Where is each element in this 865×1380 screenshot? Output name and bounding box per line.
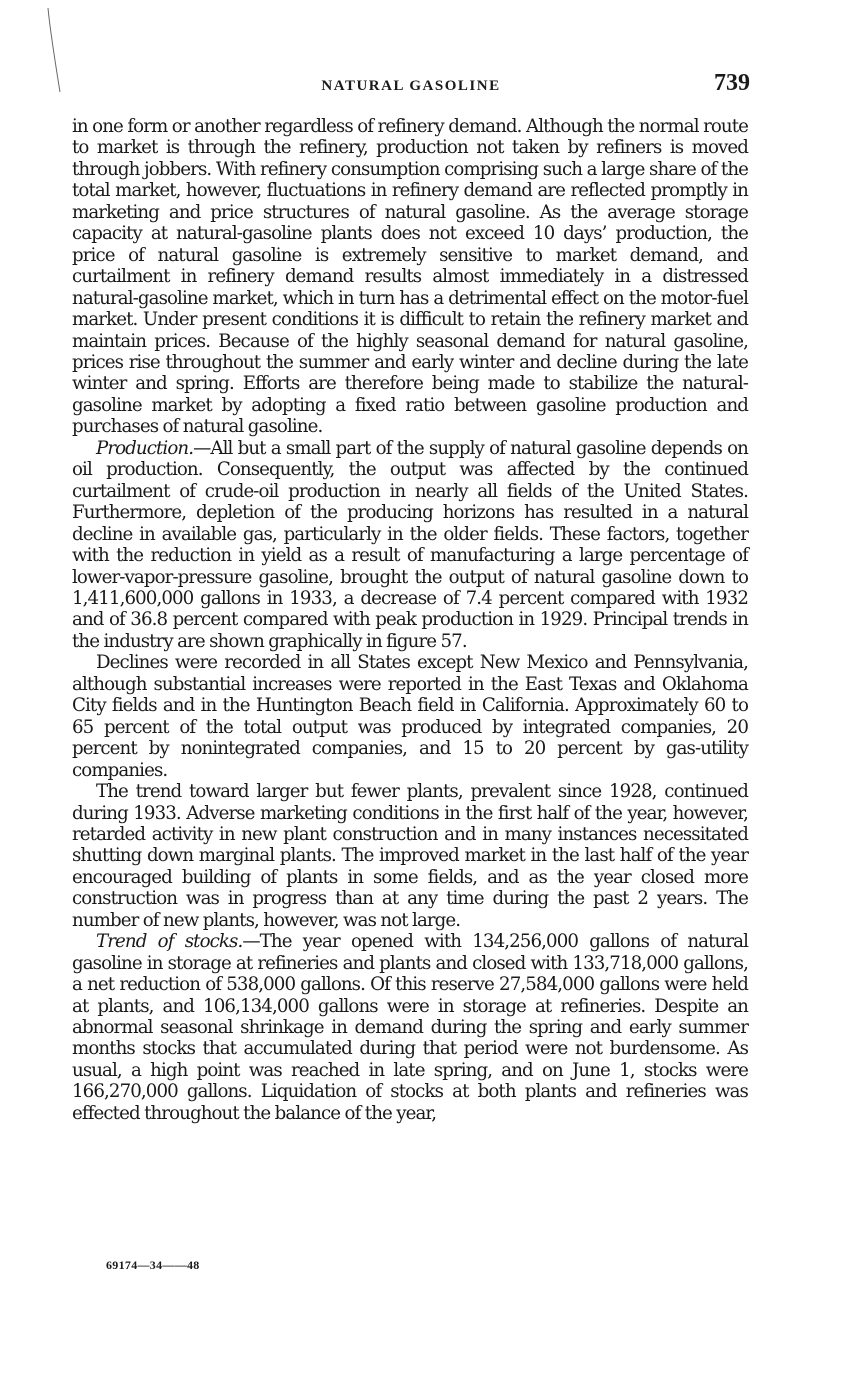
- paragraph-production: [72, 438, 748, 653]
- run-in-heading-production: Production.: [96, 437, 194, 459]
- paragraph-production-text: —All but a small part of the supply of natural gasoline depends on oil production. Consequently, the output was affected by the continued curtailment of crude-oil production in nearly all fields of the United States. Furthermore, depletion of the producing horizons has resulted in a natural decline in available gas, particularly in the older fields. These factors, together with the reduction in yield as a result of manufacturing a large percentage of lower-vapor-pressure gasoline, brought the output of natural gasoline down to 1,411,600,000 gallons in 1933, a decrease of 7.4 percent compared with 1932 and of 36.8 percent compared with peak production in 1929. Principal trends in the industry are shown graphically in figure 57.: [72, 437, 748, 652]
- paragraph-stocks: [72, 931, 748, 1124]
- binding-pencil-mark: [40, 0, 64, 100]
- page-number: 739: [714, 70, 750, 96]
- body-text: [72, 116, 748, 1124]
- paragraph-declines: Declines were recorded in all States except New Mexico and Pennsylvania, although substantial increases were reported in the East Texas and Oklahoma City fields and in the Huntington Beach field in California. Approximately 60 to 65 percent of the total output was produced by integrated companies, 20 percent by nonintegrated companies, and 15 to 20 percent by gas-utility companies.: [72, 652, 748, 781]
- paragraph-plant-trend: The trend toward larger but fewer plants, prevalent since 1928, continued during 1933. Adverse marketing conditions in the first half of the year, however, retarded activity in new plant construction and in many instances necessitated shutting down marginal plants. The improved market in the last half of the year encouraged building of plants in some fields, and as the year closed more construction was in progress than at any time during the past 2 years. The number of new plants, however, was not large.: [72, 781, 748, 931]
- paragraph-continued: in one form or another regardless of refinery demand. Although the normal route to market is through the refinery, production not taken by refiners is moved through jobbers. With refinery consumption comprising such a large share of the total market, however, fluctuations in refinery demand are reflected promptly in marketing and price structures of natural gasoline. As the average storage capacity at natural-gasoline plants does not exceed 10 days’ production, the price of natural gasoline is extremely sensitive to market demand, and curtailment in refinery demand results almost immediately in a distressed natural-gasoline market, which in turn has a detrimental effect on the motor-fuel market. Under present conditions it is difficult to retain the refinery market and maintain prices. Because of the highly seasonal demand for natural gasoline, prices rise throughout the summer and early winter and decline during the late winter and spring. Efforts are therefore being made to stabilize the natural-gasoline market by adopting a fixed ratio between gasoline production and purchases of natural gasoline.: [72, 116, 748, 438]
- paragraph-stocks-text: —The year opened with 134,256,000 gallons of natural gasoline in storage at refineries and plants and closed with 133,718,000 gallons, a net reduction of 538,000 gallons. Of this reserve 27,584,000 gallons were held at plants, and 106,134,000 gallons were in storage at refineries. Despite an abnormal seasonal shrinkage in demand during the spring and early summer months stocks that accumulated during that period were not burdensome. As usual, a high point was reached in late spring, and on June 1, stocks were 166,270,000 gallons. Liquidation of stocks at both plants and refineries was effected throughout the balance of the year,: [72, 931, 749, 1124]
- run-in-heading-stocks: Trend of stocks.: [96, 931, 243, 953]
- running-head: [72, 70, 750, 102]
- running-title: NATURAL GASOLINE: [321, 78, 501, 94]
- printer-signature-mark: 69174—34——48: [106, 1258, 200, 1272]
